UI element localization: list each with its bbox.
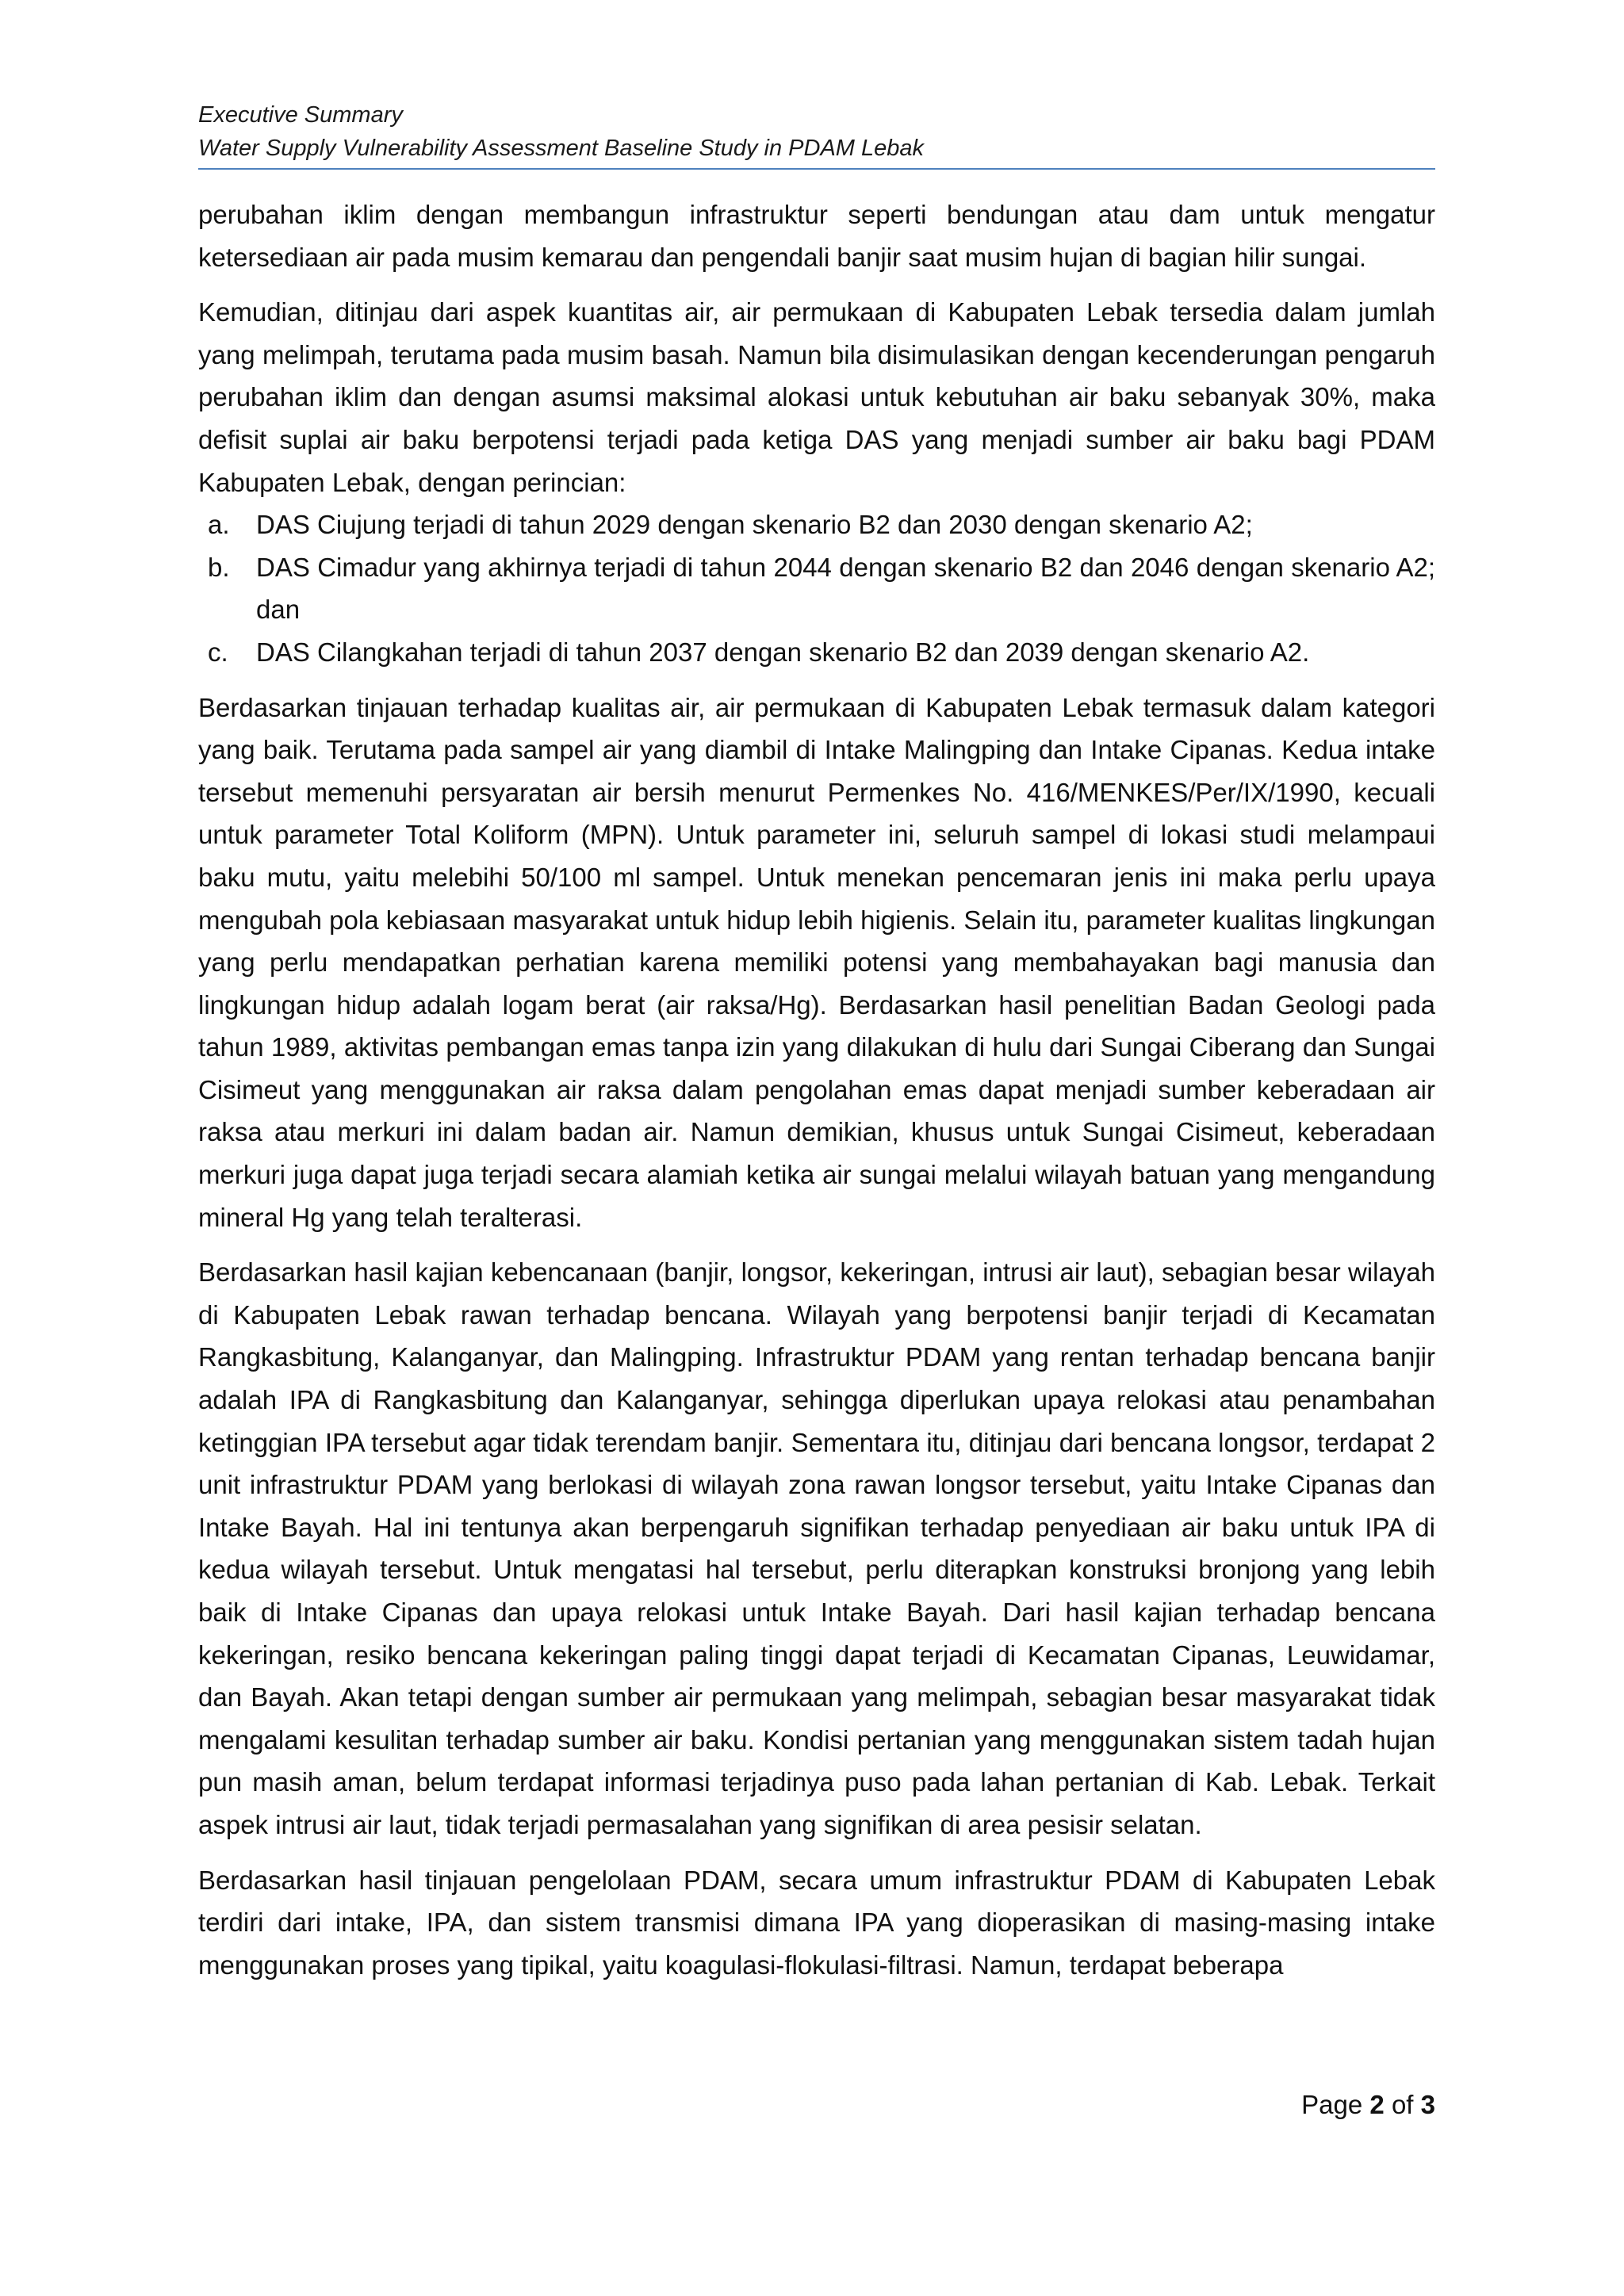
paragraph-3: Berdasarkan tinjauan terhadap kualitas air, air permukaan di Kabupaten Lebak termasuk dalam kategori yang baik. Terutama pada sampel air yang diambil di Intake Malingping dan Intake Cipanas. Kedua intake tersebut memenuhi persyaratan air bersih menurut Permenkes No. 416/MENKES/Per/IX/1990, kecuali untuk parameter Total Koliform (MPN). Untuk parameter ini, seluruh sampel di lokasi studi melampaui baku mutu, yaitu melebihi 50/100 ml sampel. Untuk menekan pencemaran jenis ini maka perlu upaya mengubah pola kebiasaan masyarakat untuk hidup lebih higienis. Selain itu, parameter kualitas lingkungan yang perlu mendapatkan perhatian karena memiliki potensi yang membahayakan bagi manusia dan lingkungan hidup adalah logam berat (air raksa/Hg). Berdasarkan hasil penelitian Badan Geologi pada tahun 1989, aktivitas pembangan emas tanpa izin yang dilakukan di hulu dari Sungai Ciberang dan Sungai Cisimeut yang menggunakan air raksa dalam pengolahan emas dapat menjadi sumber keberadaan air raksa atau merkuri ini dalam badan air. Namun demikian, khusus untuk Sungai Cisimeut, keberadaan merkuri juga dapat juga terjadi secara alamiah ketika air sungai melalui wilayah batuan yang mengandung mineral Hg yang telah teralterasi. xyxy=(198,692,1435,1232)
page-current: 2 xyxy=(1369,2090,1385,2119)
paragraph-1: perubahan iklim dengan membangun infrastruktur seperti bendungan atau dam untuk mengatur ketersediaan air pada musim kemarau dan pengendali banjir saat musim hujan di bagian hilir sungai. xyxy=(198,200,1435,272)
list-marker: c. xyxy=(208,637,228,667)
list-item-text: DAS Ciujung terjadi di tahun 2029 dengan skenario B2 dan 2030 dengan skenario A2; xyxy=(256,510,1253,540)
paragraph-4: Berdasarkan hasil kajian kebencanaan (banjir, longsor, kekeringan, intrusi air laut), sebagian besar wilayah di Kabupaten Lebak rawan terhadap bencana. Wilayah yang berpotensi banjir terjadi di Kecamatan Rangkasbitung, Kalanganyar, dan Malingping. Infrastruktur PDAM yang rentan terhadap bencana banjir adalah IPA di Rangkasbitung dan Kalanganyar, sehingga diperlukan upaya relokasi atau penambahan ketinggian IPA tersebut agar tidak terendam banjir. Sementara itu, ditinjau dari bencana longsor, terdapat 2 unit infrastruktur PDAM yang berlokasi di wilayah zona rawan longsor tersebut, yaitu Intake Cipanas dan Intake Bayah. Hal ini tentunya akan berpengaruh signifikan terhadap penyediaan air baku untuk IPA di kedua wilayah tersebut. Untuk mengatasi hal tersebut, perlu diterapkan konstruksi bronjong yang lebih baik di Intake Cipanas dan upaya relokasi untuk Intake Bayah. Dari hasil kajian terhadap bencana kekeringan, resiko bencana kekeringan paling tinggi dapat terjadi di Kecamatan Cipanas, Leuwidamar, dan Bayah. Akan tetapi dengan sumber air permukaan yang melimpah, sebagian besar masyarakat tidak mengalami kesulitan terhadap sumber air baku. Kondisi pertanian yang menggunakan sistem tadah hujan pun masih aman, belum terdapat informasi terjadinya puso pada lahan pertanian di Kab. Lebak. Terkait aspek intrusi air laut, tidak terjadi permasalahan yang signifikan di area pesisir selatan. xyxy=(198,1257,1435,1839)
running-header xyxy=(198,98,1435,165)
paragraph-2: Kemudian, ditinjau dari aspek kuantitas air, air permukaan di Kabupaten Lebak tersedia dalam jumlah yang melimpah, terutama pada musim basah. Namun bila disimulasikan dengan kecenderungan pengaruh perubahan iklim dan dengan asumsi maksimal alokasi untuk kebutuhan air baku sebanyak 30%, maka defisit suplai air baku berpotensi terjadi pada ketiga DAS yang menjadi sumber air baku bagi PDAM Kabupaten Lebak, dengan perincian: xyxy=(198,297,1435,497)
deficit-list xyxy=(198,503,1435,673)
list-item-text: DAS Cimadur yang akhirnya terjadi di tahun 2044 dengan skenario B2 dan 2046 dengan skenario A2; dan xyxy=(256,552,1435,625)
page-of: of xyxy=(1391,2090,1414,2119)
list-marker: b. xyxy=(208,552,230,582)
list-item xyxy=(198,546,1435,631)
header-subtitle: Water Supply Vulnerability Assessment Baseline Study in PDAM Lebak xyxy=(198,136,925,161)
list-item xyxy=(198,503,1435,546)
list-marker: a. xyxy=(208,510,230,540)
page-number xyxy=(1189,2090,1435,2120)
document-body xyxy=(198,193,1435,1999)
list-item-text: DAS Cilangkahan terjadi di tahun 2037 dengan skenario B2 dan 2039 dengan skenario A2. xyxy=(256,637,1310,667)
page-prefix: Page xyxy=(1301,2090,1363,2119)
list-item xyxy=(198,631,1435,674)
page-total: 3 xyxy=(1420,2090,1435,2119)
header-divider xyxy=(198,168,1435,170)
paragraph-5: Berdasarkan hasil tinjauan pengelolaan PDAM, secara umum infrastruktur PDAM di Kabupaten Lebak terdiri dari intake, IPA, dan sistem transmisi dimana IPA yang dioperasikan di masing-masing intake menggunakan proses yang tipikal, yaitu koagulasi-flokulasi-filtrasi. Namun, terdapat beberapa xyxy=(198,1865,1435,1980)
header-title: Executive Summary xyxy=(198,102,403,128)
